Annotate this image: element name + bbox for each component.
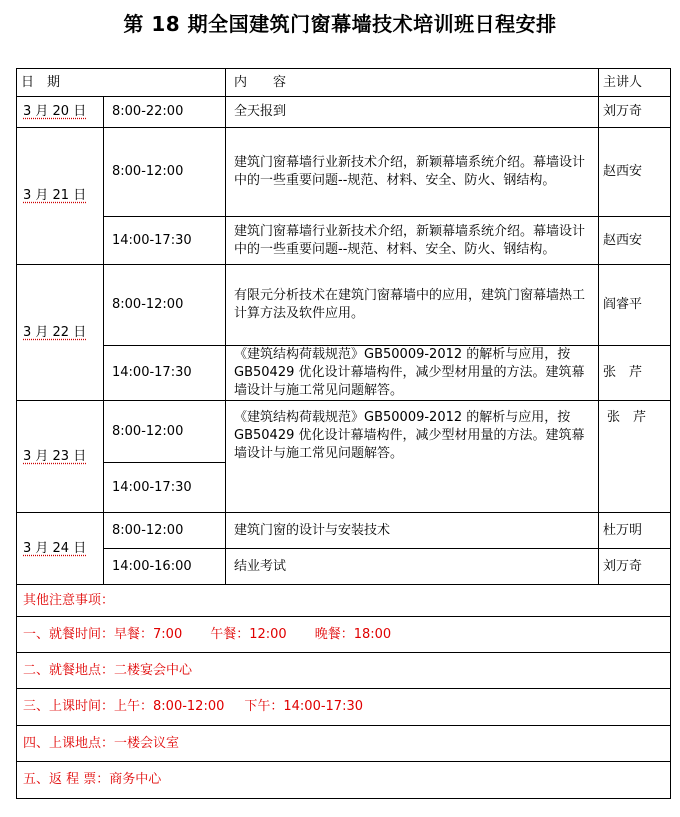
time-cell: 8:00-12:00 (104, 401, 226, 463)
table-row (17, 128, 671, 217)
note-class-place: 四、上课地点：一楼会议室 (17, 726, 671, 762)
time-cell: 8:00-22:00 (104, 97, 226, 128)
time-cell: 14:00-16:00 (104, 549, 226, 585)
header-speaker: 主讲人 (599, 69, 671, 97)
speaker-cell: 赵西安 (599, 217, 671, 265)
date-cell: 3 月 23 日 (17, 401, 104, 513)
content-cell: 建筑门窗的设计与安装技术 (226, 513, 599, 549)
note-meal-time: 一、就餐时间：早餐：7:00 午餐：12:00 晚餐：18:00 (17, 617, 671, 653)
page-title: 第 18 期全国建筑门窗幕墙技术培训班日程安排 (123, 12, 557, 36)
speaker-cell: 张 芹 (599, 401, 671, 513)
content-cell: 有限元分析技术在建筑门窗幕墙中的应用，建筑门窗幕墙热工计算方法及软件应用。 (226, 265, 599, 346)
table-row (17, 346, 671, 401)
time-cell: 14:00-17:30 (104, 346, 226, 401)
content-cell: 《建筑结构荷载规范》GB50009-2012 的解析与应用，按 GB50429 优化设计幕墙构件，减少型材用量的方法。建筑幕墙设计与施工常见问题解答。 (226, 401, 599, 513)
speaker-cell: 刘万奇 (599, 97, 671, 128)
speaker-cell: 阎睿平 (599, 265, 671, 346)
content-cell: 建筑门窗幕墙行业新技术介绍，新颖幕墙系统介绍。幕墙设计中的一些重要问题--规范、材料、安全、防火、钢结构。 (226, 128, 599, 217)
table-row (17, 401, 671, 463)
note-tickets: 五、返 程 票：商务中心 (17, 762, 671, 799)
time-cell: 14:00-17:30 (104, 463, 226, 513)
note-meal-place: 二、就餐地点：二楼宴会中心 (17, 653, 671, 689)
note-row (17, 762, 671, 799)
time-cell: 8:00-12:00 (104, 128, 226, 217)
content-cell: 《建筑结构荷载规范》GB50009-2012 的解析与应用，按 GB50429 优化设计幕墙构件，减少型材用量的方法。建筑幕墙设计与施工常见问题解答。 (226, 346, 599, 401)
speaker-cell: 张 芹 (599, 346, 671, 401)
notes-heading-row (17, 585, 671, 617)
date-cell: 3 月 20 日 (17, 97, 104, 128)
table-row (17, 97, 671, 128)
header-content: 内 容 (226, 69, 599, 97)
speaker-cell: 刘万奇 (599, 549, 671, 585)
table-row (17, 549, 671, 585)
time-cell: 8:00-12:00 (104, 265, 226, 346)
table-header-row (17, 69, 671, 97)
speaker-cell: 杜万明 (599, 513, 671, 549)
note-row (17, 617, 671, 653)
content-cell: 全天报到 (226, 97, 599, 128)
schedule-table (16, 68, 671, 799)
time-cell: 14:00-17:30 (104, 217, 226, 265)
date-cell: 3 月 24 日 (17, 513, 104, 585)
note-row (17, 653, 671, 689)
content-cell: 建筑门窗幕墙行业新技术介绍，新颖幕墙系统介绍。幕墙设计中的一些重要问题--规范、材料、安全、防火、钢结构。 (226, 217, 599, 265)
note-row (17, 726, 671, 762)
table-row (17, 513, 671, 549)
time-cell: 8:00-12:00 (104, 513, 226, 549)
notes-heading: 其他注意事项： (17, 585, 671, 617)
note-row (17, 689, 671, 726)
date-cell: 3 月 21 日 (17, 128, 104, 265)
table-row (17, 217, 671, 265)
header-date: 日 期 (17, 69, 226, 97)
note-class-time: 三、上课时间：上午：8:00-12:00 下午：14:00-17:30 (17, 689, 671, 726)
table-row (17, 265, 671, 346)
content-cell: 结业考试 (226, 549, 599, 585)
date-cell: 3 月 22 日 (17, 265, 104, 401)
speaker-cell: 赵西安 (599, 128, 671, 217)
